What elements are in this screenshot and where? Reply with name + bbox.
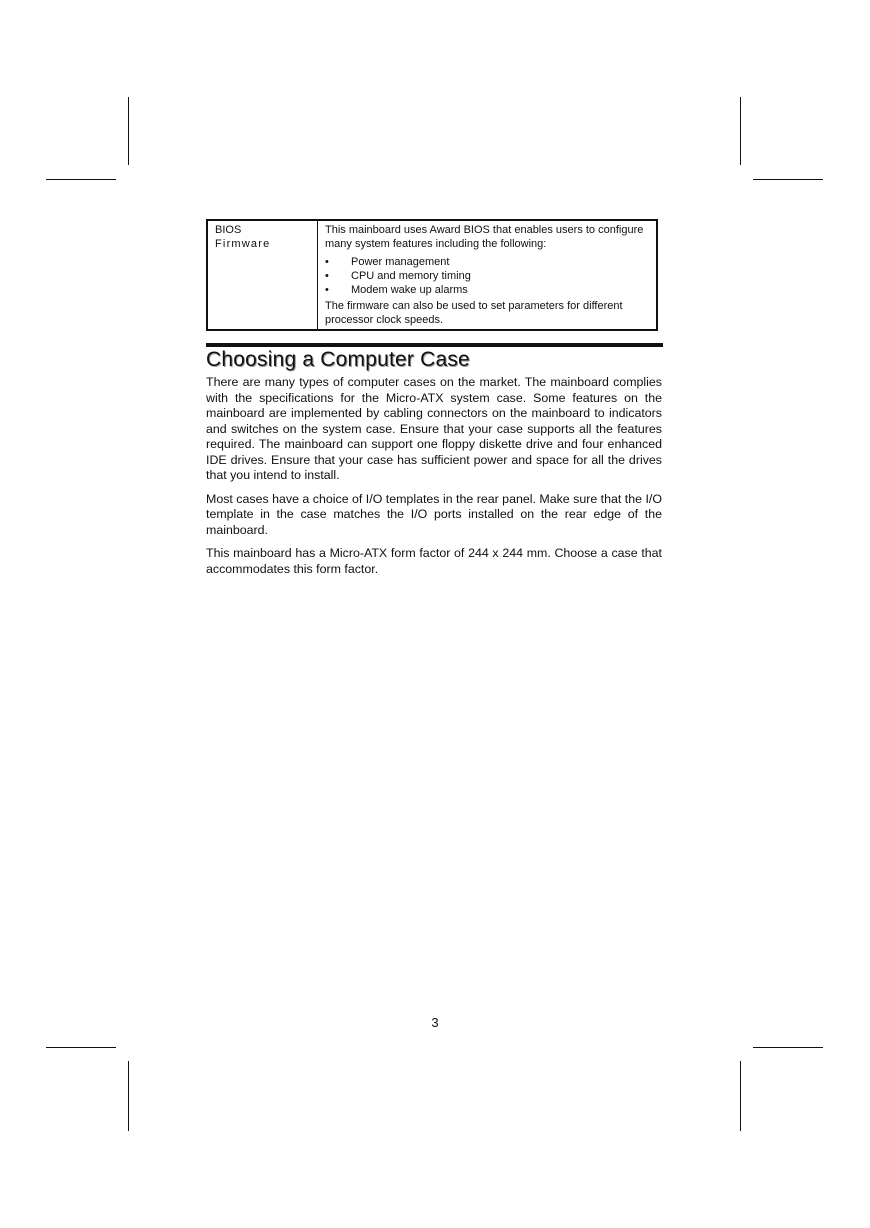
crop-mark-bottom-left-vertical	[128, 1061, 129, 1131]
feature-list	[325, 255, 649, 297]
description-outro: The firmware can also be used to set parameters for different processor clock speeds.	[325, 300, 623, 326]
paragraph: Most cases have a choice of I/O templates in the rear panel. Make sure that the I/O template in the case matches the I/O ports installed on the rear edge of the mainboard.	[206, 491, 662, 537]
crop-mark-bottom-right-vertical	[740, 1061, 741, 1131]
bios-firmware-table	[206, 219, 658, 331]
section-body	[206, 375, 662, 585]
label-line-1: BIOS	[215, 224, 242, 236]
table-row	[207, 220, 657, 330]
paragraph: This mainboard has a Micro-ATX form factor of 244 x 244 mm. Choose a case that accommodates this form factor.	[206, 546, 662, 576]
bullet-icon: •	[325, 284, 329, 296]
list-item	[325, 255, 649, 269]
crop-mark-top-right-vertical	[740, 97, 741, 165]
table-label-cell	[207, 220, 318, 330]
list-item-text: Modem wake up alarms	[351, 284, 468, 296]
crop-mark-bottom-right-horizontal	[753, 1047, 823, 1048]
list-item	[325, 269, 649, 283]
list-item-text: Power management	[351, 256, 450, 268]
section-heading: Choosing a Computer Case	[206, 348, 470, 371]
table-description-cell	[318, 220, 658, 330]
label-line-2: Firmware	[215, 238, 271, 250]
crop-mark-top-left-vertical	[128, 97, 129, 165]
paragraph: There are many types of computer cases on the market. The mainboard complies with the specifications for the Micro-ATX system case. Some features on the mainboard are implemented by cabling connectors on the mainboard to indicators and switches on the system case. Ensure that your case supports all the features required. The mainboard can support one floppy diskette drive and four enhanced IDE drives. Ensure that your case has sufficient power and space for all the drives that you intend to install.	[206, 375, 662, 482]
description-intro: This mainboard uses Award BIOS that enables users to configure many system features including the following:	[325, 224, 644, 250]
list-item-text: CPU and memory timing	[351, 270, 471, 282]
crop-mark-top-left-horizontal	[46, 179, 116, 180]
bullet-icon: •	[325, 256, 329, 268]
bullet-icon: •	[325, 270, 329, 282]
page-number: 3	[431, 1015, 439, 1030]
crop-mark-top-right-horizontal	[753, 179, 823, 180]
list-item	[325, 283, 649, 297]
crop-mark-bottom-left-horizontal	[46, 1047, 116, 1048]
